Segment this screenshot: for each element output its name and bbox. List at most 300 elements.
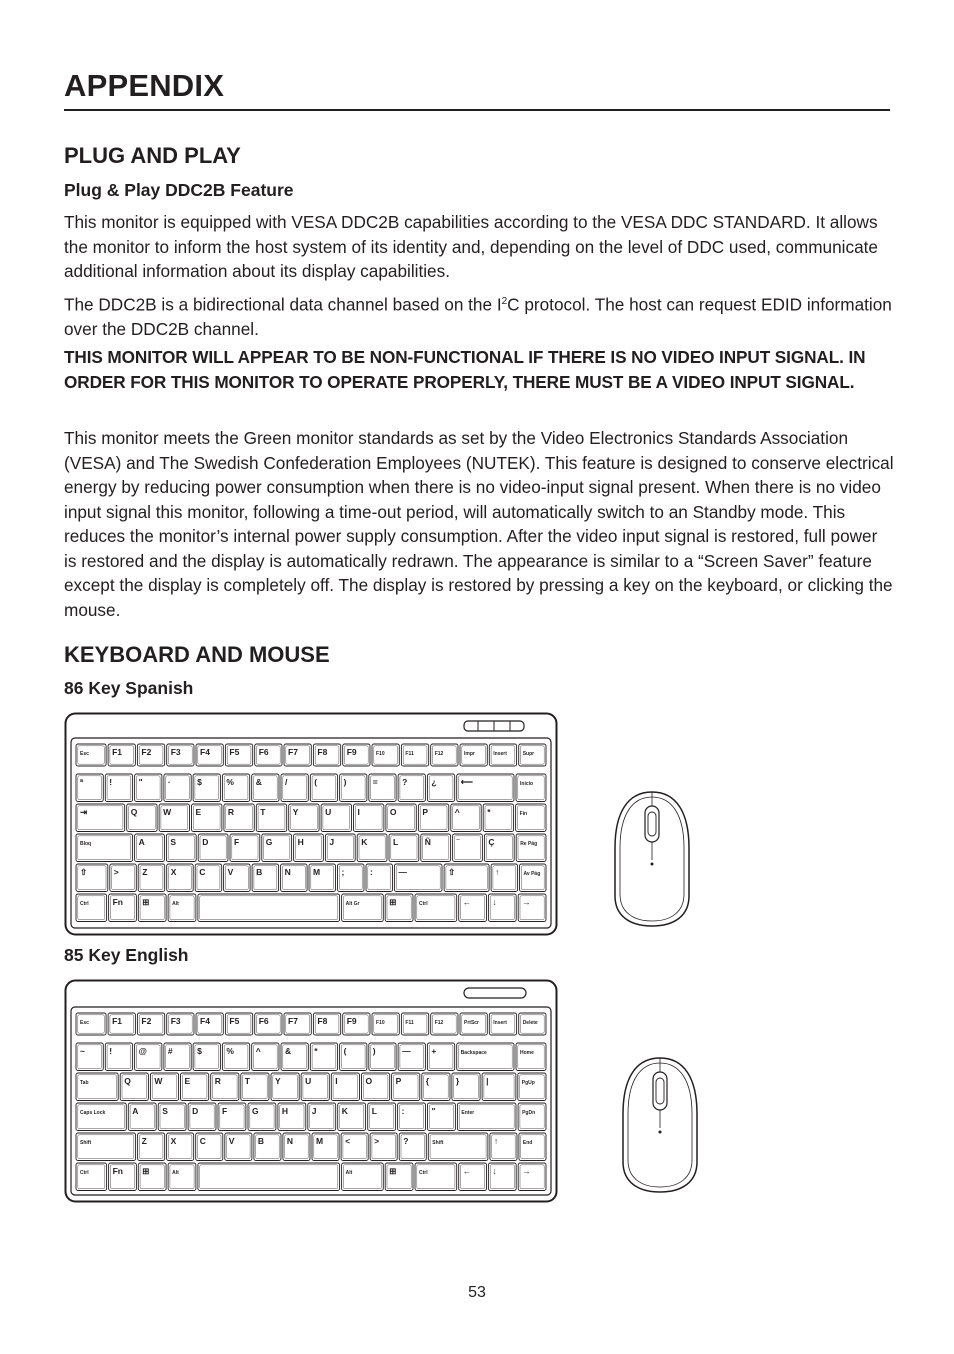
key-label: % [226,1046,234,1056]
key-label: M [313,867,321,877]
keyboard-key [369,1043,396,1071]
keyboard-key [370,1133,397,1161]
keyboard-key [516,774,546,802]
keyboard-key [457,1043,514,1071]
key-label: B [257,1136,265,1146]
key-label: Insert [493,1020,507,1026]
keyboard-key [301,1073,329,1101]
keyboard-key [444,864,489,892]
key-label: PgDn [522,1110,536,1116]
key-label: ⊞ [389,897,397,907]
keyboard-key [389,834,419,862]
key-label: Ñ [424,837,431,847]
key-label: F7 [288,1016,298,1026]
keyboard-key [225,1013,252,1035]
key-label: ¨ [456,837,460,847]
spanish-keyboard-illustration [64,712,558,937]
keyboard-key [283,1133,310,1161]
key-label: " [138,777,143,787]
keyboard-key [398,1103,426,1131]
keyboard-key [427,774,454,802]
keyboard-key [248,1103,276,1131]
key-label: E [184,1076,191,1086]
keyboard-key [76,744,106,766]
key-label: ^ [255,1046,261,1056]
keyboard-key [421,834,451,862]
key-label: Supr [522,751,535,757]
keyboard-key [452,1073,480,1101]
key-label: F6 [258,747,269,757]
keyboard-key [230,834,260,862]
keyboard-key [76,804,125,832]
keyboard-key [399,1133,426,1161]
key-label: J [329,837,335,847]
keyboard-key [401,744,428,766]
no-signal-warning: THIS MONITOR WILL APPEAR TO BE NON-FUNCTIONAL IF THERE IS NO VIDEO INPUT SIGNAL. IN ORDER FOR THIS MONITOR TO OPERATE PROPERLY, THERE MUST BE A VIDEO INPUT SIGNAL. [64,347,866,392]
keyboard-key [76,834,133,862]
keyboard-key [483,804,513,832]
key-label: G [265,837,273,847]
key-label: F9 [346,1016,357,1026]
keyboard-key [135,834,165,862]
keyboard-key [105,774,132,802]
key-label: ~ [80,1046,85,1056]
key-label: Q [124,1076,131,1086]
english-keyboard-label: 85 Key English [64,945,189,965]
key-label: PrtScr [464,1020,480,1026]
keyboard-key [198,1163,340,1191]
keyboard-key [135,1043,162,1071]
key-label: I [357,807,360,817]
key-cap [518,1073,546,1101]
keyboard-key [196,744,223,766]
key-cap [516,1043,546,1071]
key-label: F [222,1106,228,1116]
key-label: End [522,1140,533,1146]
key-label: Fn [112,1166,123,1176]
keyboard-key [385,894,413,922]
keyboard-key [222,774,249,802]
key-label: R [214,1076,221,1086]
key-label: L [371,1106,377,1116]
key-cap [516,804,546,832]
key-label: Ctrl [80,901,89,907]
keyboard-key [262,834,292,862]
key-label: F8 [317,747,328,757]
key-cap [76,1103,126,1131]
key-label: F7 [288,747,298,757]
keyboard-key [338,864,365,892]
keyboard-key [281,864,308,892]
keyboard-key [222,1043,249,1071]
key-label: ← [462,1166,472,1176]
key-label: < [345,1136,351,1146]
key-cap [342,894,384,922]
key-label: C [199,867,206,877]
keyboard-key [460,744,487,766]
keyboard-key [196,1013,223,1035]
keyboard-key [138,894,166,922]
key-label: F4 [200,747,210,757]
keyboard-key [159,804,189,832]
key-label: P [395,1076,402,1086]
key-label: Inicio [520,781,534,787]
keyboard-key [484,834,514,862]
key-label: : [401,1106,405,1116]
keyboard-key [428,1133,488,1161]
keyboard-key [167,744,194,766]
key-cap [519,1133,546,1161]
keyboard-key [342,894,384,922]
key-label: ⇧ [80,867,88,877]
key-cap [76,1073,118,1101]
keyboard-key [516,834,546,862]
key-label: Esc [80,1020,89,1026]
key-label: F1 [112,747,123,757]
key-label: F8 [317,1016,328,1026]
key-cap [168,1163,196,1191]
key-label: ( [314,777,318,787]
title-rule [64,109,890,111]
keyboard-key [108,1013,135,1035]
key-label: ⇧ [448,867,456,877]
keyboard-key [460,1013,487,1035]
key-cap [457,1043,514,1071]
keyboard-key [76,774,103,802]
key-label: ⊞ [142,897,150,907]
keyboard-key [252,864,279,892]
key-label: Z [142,867,148,877]
keyboard-key [76,1133,136,1161]
keyboard-key [343,1013,370,1035]
english-keyboard-illustration [64,979,558,1204]
key-cap [76,1133,136,1161]
key-cap [415,894,457,922]
key-label: F3 [170,1016,181,1026]
keyboard-key [252,774,279,802]
key-cap [516,774,546,802]
key-label: ) [372,1046,376,1056]
keyboard-key [108,744,135,766]
keyboard-key [109,894,137,922]
keyboard-key [401,1013,428,1035]
key-label: F11 [405,751,414,757]
keyboard-key [224,864,251,892]
keyboard-key [110,864,137,892]
key-label: > [113,867,119,877]
key-label: $ [197,1046,202,1056]
key-label: = [372,777,378,787]
key-label: F6 [258,1016,269,1026]
key-label: ? [403,1136,409,1146]
key-label: Delete [522,1020,538,1026]
key-label: ) [343,777,347,787]
keyboard-key [457,774,514,802]
key-label: | [486,1076,489,1086]
key-label: Av Pág [523,871,541,877]
keyboard-key [158,1103,186,1131]
key-label: Shift [432,1140,444,1146]
key-label: ¿ [431,777,437,787]
keyboard-key [366,864,393,892]
keyboard-key [168,894,196,922]
key-label: B [256,867,263,877]
key-label: U [305,1076,312,1086]
keyboard-key [415,1163,457,1191]
keyboard-key [135,774,162,802]
keyboard-key [362,1073,390,1101]
key-label: Ctrl [419,901,428,907]
key-label: ? [402,777,408,787]
key-cap [76,894,107,922]
key-label: Y [292,807,299,817]
ddc2b-channel-text-end: C protocol. The host can request EDID information over the DDC2B channel. [64,294,892,340]
ddc2b-channel-text-start: The DDC2B is a bidirectional data channel based on the I [64,294,502,315]
key-label: R [227,807,235,817]
key-label: W [163,807,172,817]
keyboard-key [431,744,458,766]
keyboard-key [415,894,457,922]
keyboard-key [451,804,481,832]
key-label: / [285,777,288,787]
keyboard-key [394,864,442,892]
keyboard-key [193,1043,220,1071]
key-label: L [393,837,399,847]
keyboard-key [278,1103,306,1131]
keyboard-key [386,804,416,832]
key-label: F11 [405,1020,414,1026]
key-label: * [314,1046,318,1056]
key-label: ^ [454,807,460,817]
key-label: ↓ [492,897,497,907]
key-label: ( [343,1046,347,1056]
keyboard-key [519,1013,546,1035]
key-label: Backspace [460,1050,487,1056]
keyboard-key [398,1043,425,1071]
keyboard-key [357,834,387,862]
keyboard-key [431,1013,458,1035]
ddc2b-subheading: Plug & Play DDC2B Feature [64,180,294,200]
key-label: Home [520,1050,534,1056]
key-label: + [431,1046,437,1056]
key-label: → [522,1166,531,1176]
keyboard-key [427,1043,454,1071]
key-label: I [335,1076,338,1086]
keyboard-key [198,834,228,862]
key-label: Alt [345,1170,353,1176]
key-cap [198,894,340,922]
keyboard-key [76,1103,126,1131]
key-label: : [370,867,373,877]
key-label: ↑ [495,867,500,877]
keyboard-key [294,834,324,862]
keyboard-key [137,744,164,766]
keyboard-key [105,1043,132,1071]
keyboard-key [195,864,222,892]
keyboard-key [255,744,282,766]
key-label: P [422,807,429,817]
key-label: * [487,807,491,817]
keyboard-key [76,894,107,922]
keyboard-key [284,744,311,766]
ddc2b-channel-paragraph [64,290,894,342]
keyboard-key [281,1043,308,1071]
keyboard-key [518,894,546,922]
key-label: V [227,867,234,877]
keyboard-key [340,1043,367,1071]
key-label: Esc [80,751,89,757]
keyboard-key [188,1103,216,1131]
key-label: ↑ [493,1136,499,1146]
key-label: Fin [519,811,528,817]
keyboard-key [482,1073,516,1101]
key-label: F12 [434,751,444,757]
key-label: > [374,1136,380,1146]
keyboard-key [392,1073,420,1101]
keyboard-key [137,1013,164,1035]
keyboard-key [459,894,487,922]
keyboard-key [164,774,191,802]
keyboard-key [489,1013,516,1035]
key-label: ⟵ [460,777,473,787]
key-label: N [284,867,291,877]
key-cap [428,1133,488,1161]
keyboard-key [127,804,157,832]
key-cap [516,834,546,862]
keyboard-key [457,1103,516,1131]
key-label: ! [109,1046,113,1056]
key-label: Bloq [80,841,92,847]
keyboard-key [138,1163,166,1191]
keyboard-key [109,1163,137,1191]
keyboard-key [340,774,367,802]
keyboard-key [164,1043,191,1071]
keyboard-key [313,1013,340,1035]
keyboard-key [167,864,194,892]
key-label: E [195,807,202,817]
key-cap [76,834,133,862]
keyboard-key [488,1163,516,1191]
key-label: U [325,807,332,817]
keyboard-key [76,1043,103,1071]
keyboard-key [310,774,337,802]
key-label: M [316,1136,324,1146]
keyboard-key [372,1013,399,1035]
keyboard-key [418,804,448,832]
keyboard-key [138,864,165,892]
keyboard-key [338,1103,366,1131]
keyboard-key [519,744,546,766]
keyboard-key [321,804,351,832]
keyboard-key [254,1133,281,1161]
keyboard-key [181,1073,209,1101]
keyboard-key [218,1103,246,1131]
keyboard-key [256,804,286,832]
keyboard-key [271,1073,299,1101]
page-number: 53 [468,1284,486,1301]
keyboard-key [519,1133,546,1161]
key-label: " [431,1106,436,1116]
appendix-title: APPENDIX [64,68,225,103]
key-label: O [365,1076,373,1086]
key-label: ↓ [492,1166,497,1176]
keyboard-key [128,1103,156,1131]
key-label: F10 [376,751,385,757]
keyboard-key [76,864,108,892]
key-label: F [234,837,240,847]
keyboard-key [354,804,384,832]
keyboard-key [120,1073,148,1101]
key-label: Alt [172,1170,179,1176]
keyboard-key [150,1073,178,1101]
keyboard-key [167,1013,194,1035]
keyboard-key [289,804,319,832]
keyboard-key [385,1163,413,1191]
keyboard-key [76,1073,118,1101]
keyboard-key [255,1013,282,1035]
keyboard-key [489,744,516,766]
keyboard-key [325,834,355,862]
keyboard-key [428,1103,456,1131]
key-cap [415,1163,457,1191]
ddc2b-paragraph: This monitor is equipped with VESA DDC2B capabilities according to the VESA DDC STANDARD. It allows the monitor to inform the host system of its identity and, depending on the level of DDC used, communicate additional information about its display capabilities. [64,212,878,281]
keyboard-key [252,1043,279,1071]
keyboard-key [192,804,222,832]
key-cap [76,1163,107,1191]
keyboard-key [459,1163,487,1191]
keyboard-key [368,1103,396,1131]
keyboard-key [166,834,196,862]
key-label: F3 [170,747,181,757]
key-label: D [192,1106,199,1116]
key-label: ⊞ [389,1166,397,1176]
keyboard-key [331,1073,359,1101]
key-label: · [167,777,171,787]
keyboard-key [241,1073,269,1101]
key-label: ← [462,897,472,907]
key-cap [198,1163,340,1191]
key-label: H [281,1106,289,1116]
keyboard-key [211,1073,239,1101]
key-label: & [285,1046,292,1056]
spanish-keyboard-label: 86 Key Spanish [64,678,194,698]
key-label: X [170,867,177,877]
key-label: X [170,1136,177,1146]
key-label: & [255,777,262,787]
plug-and-play-heading: PLUG AND PLAY [64,143,241,168]
keyboard-key [518,1163,546,1191]
key-cap [520,864,547,892]
key-label: PgUp [521,1080,535,1086]
key-label: T [260,807,266,817]
keyboard-key [138,1133,165,1161]
key-label: F5 [229,747,240,757]
keyboard-key [369,774,396,802]
keyboard-key [76,1163,107,1191]
keyboard-key [308,1103,336,1131]
key-label: D [202,837,209,847]
keyboard-key [516,804,546,832]
key-label: O [389,807,397,817]
key-label: Re Pág [520,841,538,847]
keyboard-key [518,1103,546,1131]
key-label: Impr [464,751,475,757]
mouse-illustration-bottom [620,1056,700,1196]
key-label: Ç [488,837,495,847]
key-label: G [252,1106,259,1116]
key-label: Insert [493,751,507,757]
key-label: N [286,1136,294,1146]
